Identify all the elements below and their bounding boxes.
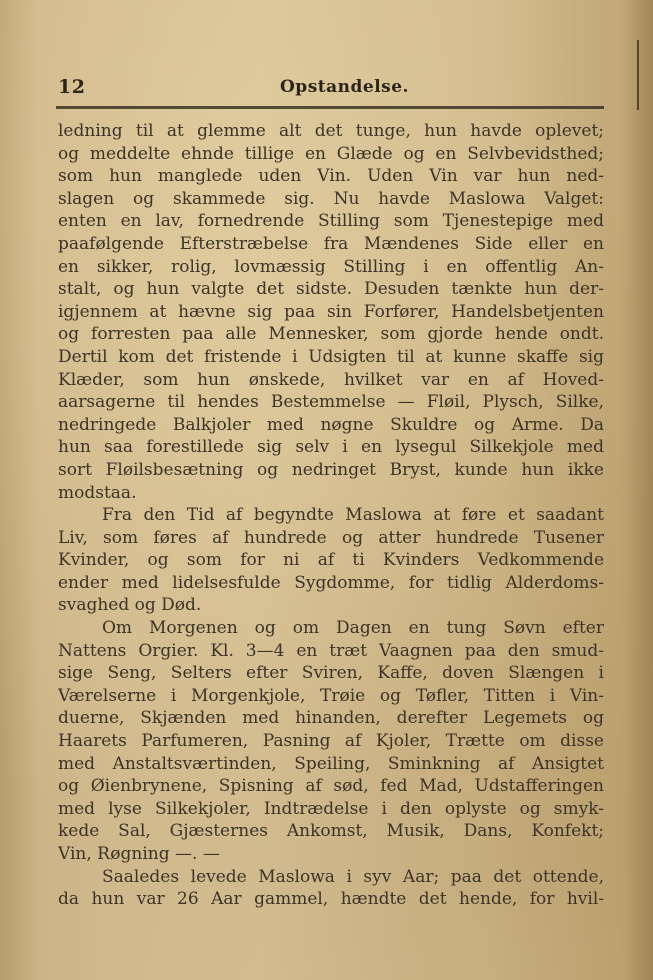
- page-number: 12: [58, 76, 86, 98]
- text-line: Haarets Parfumeren, Pasning af Kjoler, Trætte om disse: [58, 731, 604, 752]
- text-line: Kvinder, og som for ni af ti Kvinders Vedkommende: [58, 550, 604, 571]
- text-line: slagen og skammede sig. Nu havde Maslowa Valget:: [58, 188, 604, 209]
- text-line: og meddelte ehnde tillige en Glæde og en Selvbevidsthed;: [58, 143, 604, 164]
- text-line: modstaa.: [58, 482, 137, 503]
- text-line: sige Seng, Selters efter Sviren, Kaffe, doven Slængen i: [58, 663, 604, 684]
- text-line: da hun var 26 Aar gammel, hændte det hende, for hvil-: [58, 889, 604, 910]
- text-line: Om Morgenen og om Dagen en tung Søvn efter: [102, 618, 604, 639]
- text-line: hun saa forestillede sig selv i en lysegul Silkekjole med: [58, 437, 604, 458]
- text-line: kede Sal, Gjæsternes Ankomst, Musik, Dans, Konfekt;: [58, 821, 604, 842]
- header-rule: [56, 106, 604, 109]
- text-line: med lyse Silkekjoler, Indtrædelse i den oplyste og smyk-: [58, 798, 604, 819]
- text-line: med Anstaltsværtinden, Speiling, Sminkning af Ansigtet: [58, 753, 604, 774]
- text-line: og Øienbrynene, Spisning af sød, fed Mad, Udstafferingen: [58, 776, 604, 797]
- running-title: Opstandelse.: [280, 77, 409, 97]
- page-header: [58, 76, 606, 102]
- text-line: enten en lav, fornedrende Stilling som Tjenestepige med: [58, 211, 604, 232]
- text-line: nedringede Balkjoler med nøgne Skuldre og Arme. Da: [58, 414, 604, 435]
- text-line: ender med lidelsesfulde Sygdomme, for tidlig Alderdoms-: [58, 572, 604, 593]
- text-line: stalt, og hun valgte det sidste. Desuden tænkte hun der-: [58, 279, 604, 300]
- page-edge-shadow: [625, 0, 653, 980]
- text-line: en sikker, rolig, lovmæssig Stilling i en offentlig An-: [58, 256, 604, 277]
- text-line: paafølgende Efterstræbelse fra Mændenes Side eller en: [58, 233, 604, 254]
- text-line: Klæder, som hun ønskede, hvilket var en af Hoved-: [58, 369, 604, 390]
- text-line: aarsagerne til hendes Bestemmelse — Fløil, Plysch, Silke,: [58, 392, 604, 413]
- text-line: og forresten paa alle Mennesker, som gjorde hende ondt.: [58, 324, 604, 345]
- text-line: Liv, som føres af hundrede og atter hundrede Tusener: [58, 527, 604, 548]
- text-line: Vin, Røgning —. —: [58, 844, 220, 864]
- text-line: duerne, Skjænden med hinanden, derefter Legemets og: [58, 708, 604, 729]
- page-edge-mark: [637, 40, 639, 110]
- text-line: Værelserne i Morgenkjole, Trøie og Tøfler, Titten i Vin-: [58, 685, 604, 706]
- text-line: Nattens Orgier. Kl. 3—4 en træt Vaagnen paa den smud-: [58, 640, 604, 661]
- text-line: Fra den Tid af begyndte Maslowa at føre et saadant: [102, 505, 604, 526]
- text-line: ledning til at glemme alt det tunge, hun havde oplevet;: [58, 121, 604, 141]
- text-line: Saaledes levede Maslowa i syv Aar; paa det ottende,: [102, 866, 604, 887]
- body-text: [58, 120, 604, 911]
- text-line: Dertil kom det fristende i Udsigten til at kunne skaffe sig: [58, 346, 604, 367]
- text-line: svaghed og Død.: [58, 595, 202, 616]
- text-line: sort Fløilsbesætning og nedringet Bryst, kunde hun ikke: [58, 459, 604, 480]
- text-line: som hun manglede uden Vin. Uden Vin var hun ned-: [58, 166, 604, 187]
- text-line: igjennem at hævne sig paa sin Forfører, Handelsbetjenten: [58, 301, 604, 322]
